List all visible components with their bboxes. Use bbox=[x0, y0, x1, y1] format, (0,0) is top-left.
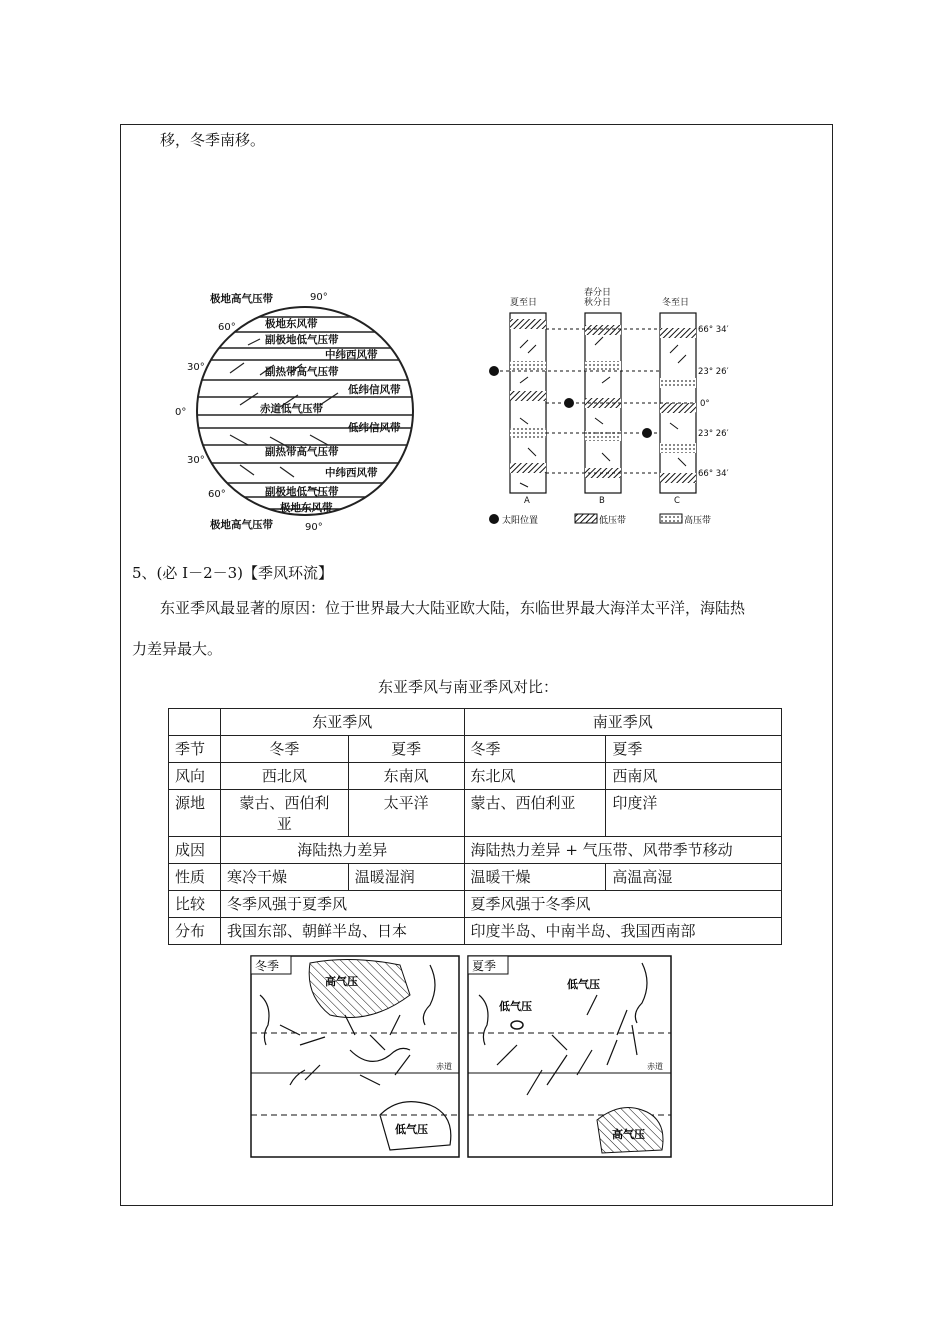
summer-monsoon-map bbox=[467, 955, 672, 1158]
paragraph-line: 东亚季风最显著的原因：位于世界最大大陆亚欧大陆，东临世界最大海洋太平洋，海陆热 bbox=[160, 599, 746, 617]
lat-label: 30° bbox=[187, 455, 205, 466]
table-row bbox=[169, 918, 782, 945]
lat-label: 30° bbox=[187, 362, 205, 373]
legend-label: 太阳位置 bbox=[502, 516, 539, 526]
globe-label: 中纬西风带 bbox=[325, 467, 378, 479]
lat-label: 60° bbox=[218, 322, 236, 333]
table-row bbox=[169, 709, 782, 736]
shift-col-title: 夏至日 bbox=[510, 298, 538, 308]
globe-label: 副极地低气压带 bbox=[265, 486, 339, 498]
table-row bbox=[169, 837, 782, 864]
table-cell: 东北风 bbox=[464, 763, 606, 790]
shift-lat: 23° 26′ bbox=[698, 429, 729, 439]
table-row bbox=[169, 763, 782, 790]
table-row bbox=[169, 864, 782, 891]
map-label: 低气压 bbox=[395, 1123, 428, 1136]
table-cell: 西北风 bbox=[220, 763, 348, 790]
paragraph-line: 力差异最大。 bbox=[132, 640, 223, 658]
legend-label: 低压带 bbox=[599, 516, 627, 526]
table-cell: 西南风 bbox=[606, 763, 782, 790]
shift-col-title: 冬至日 bbox=[662, 298, 690, 308]
table-cell: 夏季 bbox=[606, 736, 782, 763]
legend-label: 高压带 bbox=[684, 516, 712, 526]
col-letter: C bbox=[674, 496, 680, 506]
table-cell: 高温高湿 bbox=[606, 864, 782, 891]
table-header: 东亚季风 bbox=[220, 709, 464, 736]
table-cell: 海陆热力差异 + 气压带、风带季节移动 bbox=[464, 837, 781, 864]
shift-lat: 0° bbox=[700, 399, 710, 409]
globe-label: 低纬信风带 bbox=[348, 384, 401, 396]
map-season-tag: 夏季 bbox=[472, 959, 497, 973]
row-label: 比较 bbox=[169, 891, 221, 918]
table-row bbox=[169, 891, 782, 918]
table-header: 南亚季风 bbox=[464, 709, 781, 736]
globe-label: 低纬信风带 bbox=[348, 422, 401, 434]
table-cell: 夏季风强于冬季风 bbox=[464, 891, 781, 918]
map-label: 低气压 bbox=[499, 1000, 532, 1013]
map-label: 低气压 bbox=[567, 978, 600, 991]
globe-label: 极地东风带 bbox=[265, 318, 318, 330]
table-cell: 蒙古、西伯利亚 bbox=[220, 790, 348, 837]
table-cell: 我国东部、朝鲜半岛、日本 bbox=[220, 918, 464, 945]
winter-monsoon-map bbox=[250, 955, 460, 1158]
map-label: 赤道 bbox=[436, 1062, 452, 1071]
table-cell: 印度半岛、中南半岛、我国西南部 bbox=[464, 918, 781, 945]
table-cell: 蒙古、西伯利亚 bbox=[464, 790, 606, 837]
row-label: 季节 bbox=[169, 736, 221, 763]
table-cell: 东南风 bbox=[348, 763, 464, 790]
table-cell: 冬季 bbox=[220, 736, 348, 763]
table-row bbox=[169, 736, 782, 763]
lat-label: 90° bbox=[305, 522, 323, 533]
globe-label: 副热带高气压带 bbox=[265, 446, 339, 458]
lat-label: 60° bbox=[208, 489, 226, 500]
table-row bbox=[169, 790, 782, 837]
globe-label: 极地东风带 bbox=[280, 502, 333, 514]
globe-label: 副热带高气压带 bbox=[265, 366, 339, 378]
shift-col-title: 春分日 bbox=[584, 288, 612, 298]
table-cell: 太平洋 bbox=[348, 790, 464, 837]
table-cell: 印度洋 bbox=[606, 790, 782, 837]
globe-label: 极地高气压带 bbox=[210, 293, 273, 305]
table-cell: 温暖湿润 bbox=[348, 864, 464, 891]
shift-lat: 23° 26′ bbox=[698, 367, 729, 377]
table-cell: 冬季 bbox=[464, 736, 606, 763]
table-cell: 海陆热力差异 bbox=[220, 837, 464, 864]
table-cell: 夏季 bbox=[348, 736, 464, 763]
map-label: 赤道 bbox=[647, 1062, 663, 1071]
section-heading: 5、(必 I－2－3)【季风环流】 bbox=[132, 564, 334, 582]
shift-col-title: 秋分日 bbox=[584, 298, 612, 308]
map-label: 高气压 bbox=[325, 975, 358, 988]
col-letter: A bbox=[524, 496, 530, 506]
globe-label: 赤道低气压带 bbox=[260, 403, 323, 415]
lat-label: 90° bbox=[310, 292, 328, 303]
col-letter: B bbox=[599, 496, 605, 506]
globe-label: 中纬西风带 bbox=[325, 349, 378, 361]
row-label: 成因 bbox=[169, 837, 221, 864]
globe-label: 极地高气压带 bbox=[210, 519, 273, 531]
row-label: 源地 bbox=[169, 790, 221, 837]
row-label: 分布 bbox=[169, 918, 221, 945]
globe-label: 副极地低气压带 bbox=[265, 334, 339, 346]
belt-shift-diagram bbox=[480, 283, 750, 533]
table-cell: 寒冷干燥 bbox=[220, 864, 348, 891]
lat-label: 0° bbox=[175, 407, 187, 418]
table-caption: 东亚季风与南亚季风对比： bbox=[378, 678, 559, 696]
monsoon-comparison-table bbox=[168, 708, 782, 945]
map-label: 高气压 bbox=[612, 1128, 645, 1141]
table-cell: 温暖干燥 bbox=[464, 864, 606, 891]
map-season-tag: 冬季 bbox=[255, 959, 280, 973]
globe-pressure-belts-diagram bbox=[170, 285, 440, 535]
row-label: 风向 bbox=[169, 763, 221, 790]
shift-lat: 66° 34′ bbox=[698, 469, 729, 479]
row-label: 性质 bbox=[169, 864, 221, 891]
continuation-text: 移，冬季南移。 bbox=[160, 131, 266, 149]
sun-icon bbox=[489, 514, 499, 524]
table-cell: 冬季风强于夏季风 bbox=[220, 891, 464, 918]
shift-lat: 66° 34′ bbox=[698, 325, 729, 335]
